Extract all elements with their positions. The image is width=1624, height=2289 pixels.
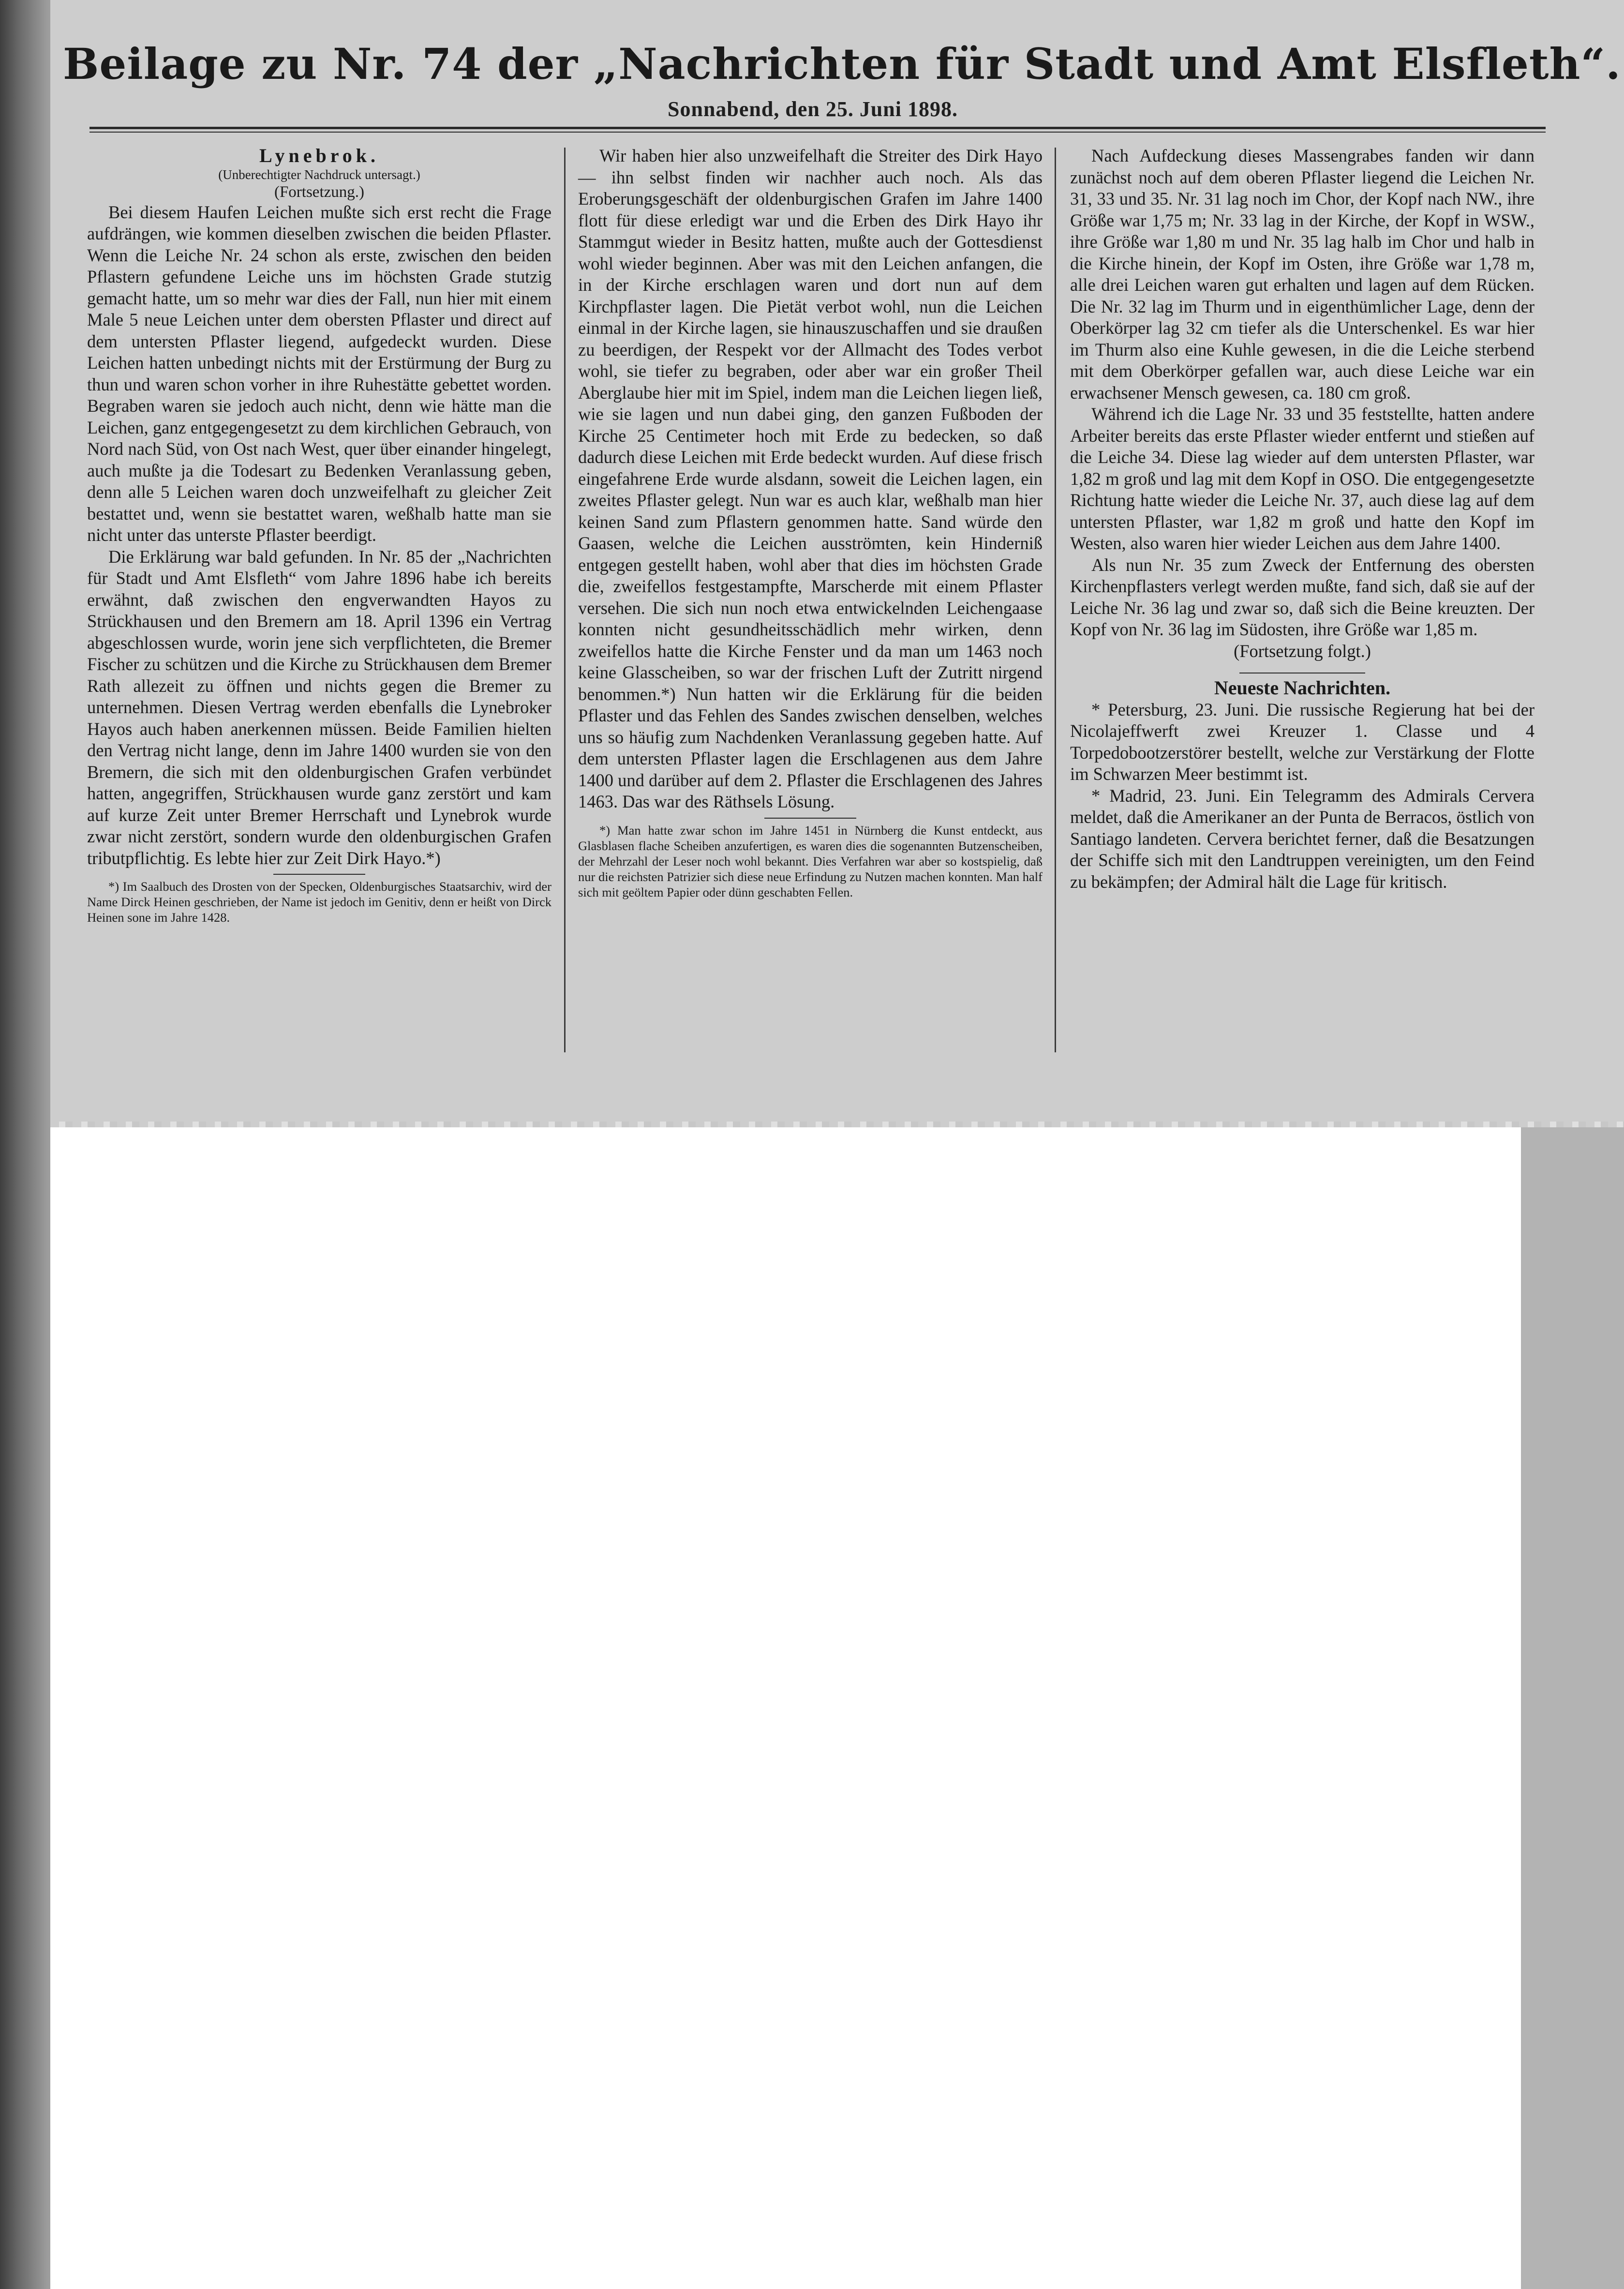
to-be-continued: (Fortsetzung folgt.): [1234, 641, 1371, 661]
column-divider: [1055, 148, 1056, 1052]
column-3: [1070, 145, 1535, 893]
column-1: [87, 145, 551, 925]
news-item: * Madrid, 23. Juni. Ein Telegramm des Admirals Cervera meldet, daß die Amerikaner an der Punta de Berracos, östlich von Santiago landeten. Cervera berichtet ferner, daß die Besatzungen der Schiffe sich mit den Landtruppen vereinigten, um den Feind zu bekämpfen; der Admiral hält die Lage für kritisch.: [1070, 785, 1535, 892]
page-edge-background: [1521, 1127, 1624, 2289]
article-title: Lynebrok.: [259, 145, 379, 166]
news-item: * Petersburg, 23. Juni. Die russische Regierung hat bei der Nicolajeffwerft zwei Kreuzer 1. Classe und 4 Torpedobootzerstörer bestellt, welche zur Verstärkung der Flotte im Schwarzen Meer bestimmt ist.: [1070, 699, 1535, 784]
footnote-rule: [273, 874, 365, 875]
article-paragraph: Während ich die Lage Nr. 33 und 35 feststellte, hatten andere Arbeiter bereits das erste Pflaster wieder entfernt und stießen auf die Leiche 34. Diese lag wieder auf dem untersten Pflaster, war 1,82 m groß und lag mit dem Kopf in OSO. Die entgegengesetzte Richtung hatte wieder die Leiche Nr. 37, auch diese lag auf dem untersten Pflaster, war 1,82 m groß und hatte den Kopf im Westen, also waren hier wieder Leichen aus dem Jahre 1400.: [1070, 404, 1535, 553]
footnote: *) Im Saalbuch des Drosten von der Specken, Oldenburgisches Staatsarchiv, wird der Name Dirck Heinen geschrieben, der Name ist jedoch im Genitiv, denn er heißt von Dirck Heinen sone im Jahre 1428.: [87, 879, 551, 925]
column-divider: [564, 148, 566, 1052]
continuation-note: (Fortsetzung.): [274, 183, 365, 201]
news-section-title: Neueste Nachrichten.: [1214, 677, 1391, 699]
issue-date: Sonnabend, den 25. Juni 1898.: [668, 97, 958, 121]
footnote: *) Man hatte zwar schon im Jahre 1451 in Nürnberg die Kunst entdeckt, aus Glasblasen flache Scheiben anzufertigen, es waren dies die sogenannten Butzenscheiben, der Mehrzahl der Leser noch wohl bekannt. Dies Verfahren war aber so kostspielig, daß nur die reichsten Patrizier sich diese neue Erfindung zu Nutzen machen konnten. Man half sich mit geöltem Papier oder dünn geschabten Fellen.: [578, 823, 1043, 899]
article-paragraph: Nach Aufdeckung dieses Massengrabes fanden wir dann zunächst noch auf dem oberen Pflaster liegend die Leichen Nr. 31, 33 und 35. Nr. 31 lag noch im Chor, der Kopf nach NW., ihre Größe war 1,75 m; Nr. 33 lag in der Kirche, der Kopf in WSW., ihre Größe war 1,80 m und Nr. 35 lag halb im Chor und halb in die Kirche hinein, der Kopf im Osten, ihre Größe war 1,78 m, alle drei Leichen waren gut erhalten und lagen auf dem Rücken. Die Nr. 32 lag im Thurm und in eigenthümlicher Lage, denn der Oberkörper lag 32 cm tiefer als die Unterschenkel. Es war hier im Thurm also eine Kuhle gewesen, in die die Leiche sterbend mit dem Oberkörper gefallen war, auch diese Leiche war ein erwachsener Mensch gewesen, ca. 180 cm groß.: [1070, 146, 1535, 403]
blank-sheet: [50, 1127, 1521, 2289]
article-paragraph: Wir haben hier also unzweifelhaft die Streiter des Dirk Hayo — ihn selbst finden wir nachher auch noch. Als das Eroberungsgeschäft der oldenburgischen Grafen im Jahre 1400 flott für diese erledigt war und die Erben des Dirk Hayo ihr Stammgut wieder in Besitz hatten, mußte auch der Gottesdienst wohl wieder beginnen. Aber was mit den Leichen anfangen, die in der Kirche erschlagen waren und dort nun auf dem Kirchpflaster lagen. Die Pietät verbot wohl, nun die Leichen einmal in der Kirche lagen, sie hinauszuschaffen und sie draußen zu beerdigen, der Respekt vor der Allmacht des Todes verbot wohl, sie tiefer zu begraben, oder aber war ein großer Theil Aberglaube hier mit im Spiel, indem man die Leichen liegen ließ, wie sie lagen und nun dabei ging, den ganzen Fußboden der Kirche 25 Centimeter hoch mit Erde zu bedecken, so daß dadurch diese Leichen mit Erde bedeckt wurden. Auf diese frisch eingefahrene Erde wurde alsdann, soweit die Leichen lagen, ein zweites Pflaster gelegt. Nun war es auch klar, weßhalb man hier keinen Sand zum Pflastern genommen hatte. Sand würde den Gaasen, welche die Leichen ausströmten, kein Hinderniß entgegen gestellt haben, wohl aber that dies im höchsten Grade die, zweifellos festgestampfte, Marscherde mit einem Pflaster versehen. Die sich nun noch etwa entwickelnden Leichengaase konnten nicht gesundheitsschädlich mehr wirken, denn zweifellos hatte die Kirche Fenster und da man um 1463 noch keine Glasscheiben, so war der frischen Luft der Zutritt nirgend benommen.*) Nun hatten wir die Erklärung für die beiden Pflaster und das Fehlen des Sandes zwischen denselben, welches uns so häufig zum Nachdenken Veranlassung gegeben hatte. Auf dem untersten Pflaster lagen die Erschlagenen aus dem Jahre 1400 und darüber auf dem 2. Pflaster die Erschlagenen des Jahres 1463. Das war des Räthsels Lösung.: [578, 146, 1043, 811]
article-paragraph: Als nun Nr. 35 zum Zweck der Entfernung des obersten Kirchenpflasters verlegt werden mußte, fand sich, daß sie auf der Leiche Nr. 36 lag und zwar so, daß sich die Beine kreuzten. Der Kopf von Nr. 36 lag im Südosten, ihre Größe war 1,85 m.: [1070, 554, 1535, 639]
column-2: [578, 145, 1043, 900]
header-rule-thin: [89, 132, 1546, 133]
supplement-title: Beilage zu Nr. 74 der „Nachrichten für Stadt und Amt Elsfleth“.: [63, 39, 1621, 89]
article-paragraph: Bei diesem Haufen Leichen mußte sich erst recht die Frage aufdrängen, wie kommen dieselben zwischen die beiden Pflaster. Wenn die Leiche Nr. 24 schon als erste, zwischen den beiden Pflastern gefundene Leiche uns im höchsten Grade stutzig gemacht hatte, um so mehr war dies der Fall, nun hier mit einem Male 5 neue Leichen unter dem obersten Pflaster und direct auf dem untersten Pflaster liegend, aufgedeckt wurden. Diese Leichen hatten unbedingt nichts mit der Erstürmung der Burg zu thun und waren schon vorher in ihre Ruhestätte gebettet worden. Begraben waren sie jedoch auch nicht, denn wie hätte man die Leichen, ganz entgegengesetzt zu dem kirchlichen Gebrauch, von Nord nach Süd, von Ost nach West, quer über einander hingelegt, auch mußte ja die Todesart zu Bedenken Veranlassung geben, denn alle 5 Leichen waren doch unzweifelhaft zu gleicher Zeit bestattet und, wenn sie bestattet waren, weßhalb hatte man sie nicht unter das unterste Pflaster beerdigt.: [87, 202, 551, 545]
article-paragraph: Die Erklärung war bald gefunden. In Nr. 85 der „Nachrichten für Stadt und Amt Elsfleth“ vom Jahre 1896 habe ich bereits erwähnt, daß zwischen den engverwandten Hayos zu Strückhausen und den Bremern am 18. April 1396 ein Vertrag abgeschlossen wurde, worin jene sich verpflichteten, die Bremer Fischer zu schützen und die Kirche zu Strückhausen dem Bremer Rath allezeit zu öffnen und nichts gegen die Bremer zu unternehmen. Diesen Vertrag werden ebenfalls die Lynebroker Hayos auch haben anerkennen müssen. Beide Familien hielten den Vertrag nicht lange, denn im Jahre 1400 wurden sie von den Bremern, die sich mit den oldenburgischen Grafen verbündet hatten, angegriffen, Strückhausen wurde ganz zerstört und kam auf kurze Zeit unter Bremer Herrschaft und Lynebrok wurde zwar nicht zerstört, sondern wurde den oldenburgischen Grafen tributpflichtig. Es lebte hier zur Zeit Dirk Hayo.*): [87, 546, 551, 868]
footnote-rule: [764, 818, 856, 819]
header-rule: [89, 127, 1546, 129]
reprint-note: (Unberechtigter Nachdruck untersagt.): [218, 167, 420, 182]
